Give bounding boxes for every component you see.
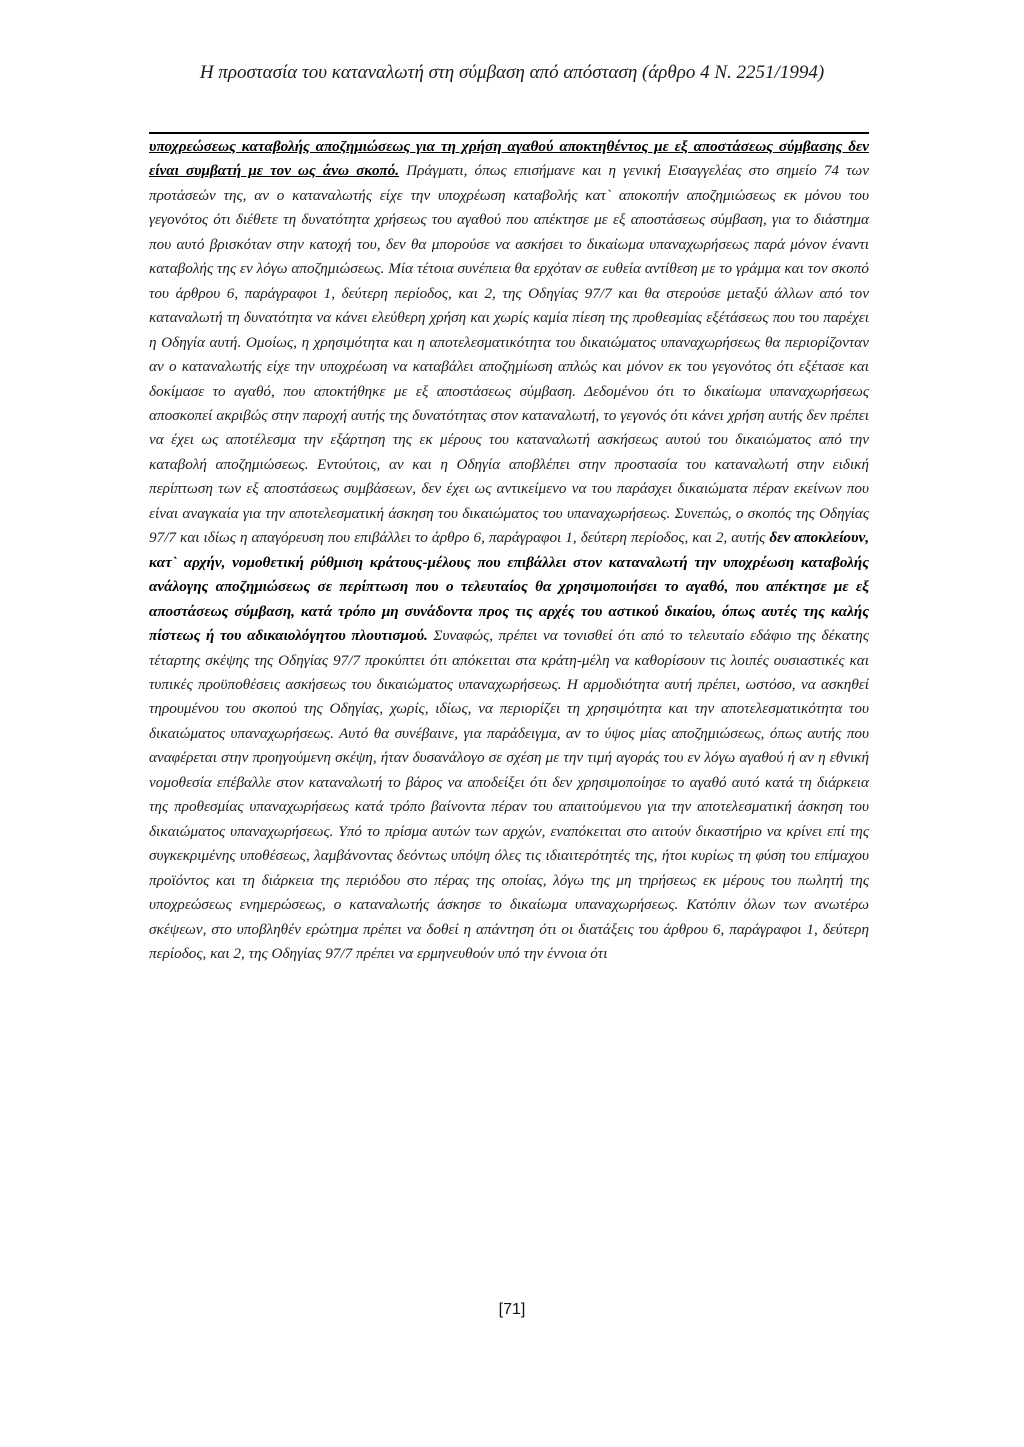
bold-holding: δεν αποκλείουν, κατ` αρχήν, νομοθετική ρύθμιση κράτους-μέλους που επιβάλλει στον καταναλωτή την υποχρέωση καταβολής ανάλογης αποζημιώσεως σε περίπτωση που ο τελευταίος θα χρησιμοποιήσει το αγαθό, που απέκτησε με εξ αποστάσεως σύμβαση, κατά τρόπο μη συνάδοντα προς τις αρχές του αστικού δικαίου, όπως αυτές της καλής πίστεως ή του αδικαιολόγητου πλουτισμού. [149, 529, 869, 645]
body-text-segment: Συναφώς, πρέπει να τονισθεί ότι από το τελευταίο εδάφιο της δέκατης τέταρτης σκέψης της Οδηγίας 97/7 προκύπτει ότι απόκειται στα κράτη-μέλη να καθορίσουν τις λοιπές ουσιαστικές και τυπικές προϋποθέσεις ασκήσεως του δικαιώματος υπαναχωρήσεως. Η αρμοδιότητα αυτή πρέπει, ωστόσο, να ασκηθεί τηρουμένου του σκοπού της Οδηγίας, χωρίς, ιδίως, να περιορίζει τη χρησιμότητα και την αποτελεσματικότητα του δικαιώματος υπαναχωρήσεως. Αυτό θα συνέβαινε, για παράδειγμα, αν το ύψος μίας αποζημιώσεως, όπως αυτής που αναφέρεται στην προηγούμενη σκέψη, ήταν δυσανάλογο σε σχέση με την τιμή αγοράς του εν λόγω αγαθού ή αν η εθνική νομοθεσία επέβαλλε στον καταναλωτή το βάρος να αποδείξει ότι δεν χρησιμοποίησε το αγαθό αυτό κατά τη διάρκεια της προθεσμίας υπαναχωρήσεως κατά τρόπο βαίνοντα πέραν του απαιτούμενου για την αποτελεσματική άσκηση του δικαιώματος υπαναχωρήσεως. Υπό το πρίσμα αυτών των αρχών, εναπόκειται στο αιτούν δικαστήριο να κρίνει επί της συγκεκριμένης υποθέσεως, λαμβάνοντας δεόντως υπόψη όλες τις ιδιαιτερότητές της, ήτοι κυρίως τη φύση του επίμαχου προϊόντος και τη διάρκεια της περιόδου στο πέρας της οποίας, λόγω της μη τηρήσεως εκ μέρους του πωλητή της υποχρεώσεως ενημερώσεως, ο καταναλωτής άσκησε το δικαίωμα υπαναχωρήσεως. Κατόπιν όλων των ανωτέρω σκέψεων, στο υποβληθέν ερώτημα πρέπει να δοθεί η απάντηση ότι οι διατάξεις του άρθρου 6, παράγραφοι 1, δεύτερη περίοδος, και 2, της Οδηγίας 97/7 πρέπει να ερμηνευθούν υπό την έννοια ότι [149, 627, 869, 962]
body-text-segment: Πράγματι, όπως επισήμανε και η γενική Εισαγγελέας στο σημείο 74 των προτάσεών της, αν ο καταναλωτής είχε την υποχρέωση καταβολής κατ` αποκοπήν αποζημιώσεως εκ μόνου του γεγονότος ότι διέθετε τη δυνατότητα χρήσεως του αγαθού που απέκτησε με εξ αποστάσεως σύμβαση, για το διάστημα που αυτό βρισκόταν στην κατοχή του, δεν θα μπορούσε να ασκήσει το δικαίωμα υπαναχωρήσεως παρά μόνον έναντι καταβολής της εν λόγω αποζημιώσεως. Μία τέτοια συνέπεια θα ερχόταν σε ευθεία αντίθεση με το γράμμα και τον σκοπό του άρθρου 6, παράγραφοι 1, δεύτερη περίοδος, και 2, της Οδηγίας 97/7 και θα στερούσε μεταξύ άλλων από τον καταναλωτή τη δυνατότητα να κάνει ελεύθερη χρήση και χωρίς καμία πίεση της προθεσμίας εξέτάσεως που του παρέχει η Οδηγία αυτή. Ομοίως, η χρησιμότητα και η αποτελεσματικότητα του δικαιώματος υπαναχωρήσεως θα περιορίζονταν αν ο καταναλωτής είχε την υποχρέωση να καταβάλει αποζημίωση απλώς και μόνον εκ του γεγονότος ότι εξέτασε και δοκίμασε το αγαθό, που αποκτήθηκε με εξ αποστάσεως σύμβαση. Δεδομένου ότι το δικαίωμα υπαναχωρήσεως αποσκοπεί ακριβώς στην παροχή αυτής της δυνατότητας στον καταναλωτή, το γεγονός ότι κάνει χρήση αυτής δεν πρέπει να έχει ως αποτέλεσμα την εξάρτηση της εκ μέρους του καταναλωτή ασκήσεως αυτού του δικαιώματος από την καταβολή αποζημιώσεως. Εντούτοις, αν και η Οδηγία αποβλέπει στην προστασία του καταναλωτή στην ειδική περίπτωση των εξ αποστάσεως συμβάσεων, δεν έχει ως αντικείμενο να του παράσχει δικαιώματα πέραν εκείνων που είναι αναγκαία για την αποτελεσματική άσκηση του δικαιώματος του υπαναχωρήσεως. Συνεπώς, ο σκοπός της Οδηγίας 97/7 και ιδίως η απαγόρευση που επιβάλλει το άρθρο 6, παράγραφοι 1, δεύτερη περίοδος, και 2, αυτής [149, 162, 869, 547]
page-body [149, 135, 869, 966]
page-number: [71] [498, 1301, 526, 1318]
header-divider [149, 132, 869, 134]
running-header-title: Η προστασία του καταναλωτή στη σύμβαση από απόσταση (άρθρο 4 Ν. 2251/1994) [199, 62, 825, 83]
body-paragraph [149, 135, 869, 966]
underlined-conclusion: υποχρεώσεως καταβολής αποζημιώσεως για τη χρήση αγαθού αποκτηθέντος με εξ αποστάσεως σύμβασης δεν είναι συμβατή με τον ως άνω σκοπό. [149, 138, 869, 180]
